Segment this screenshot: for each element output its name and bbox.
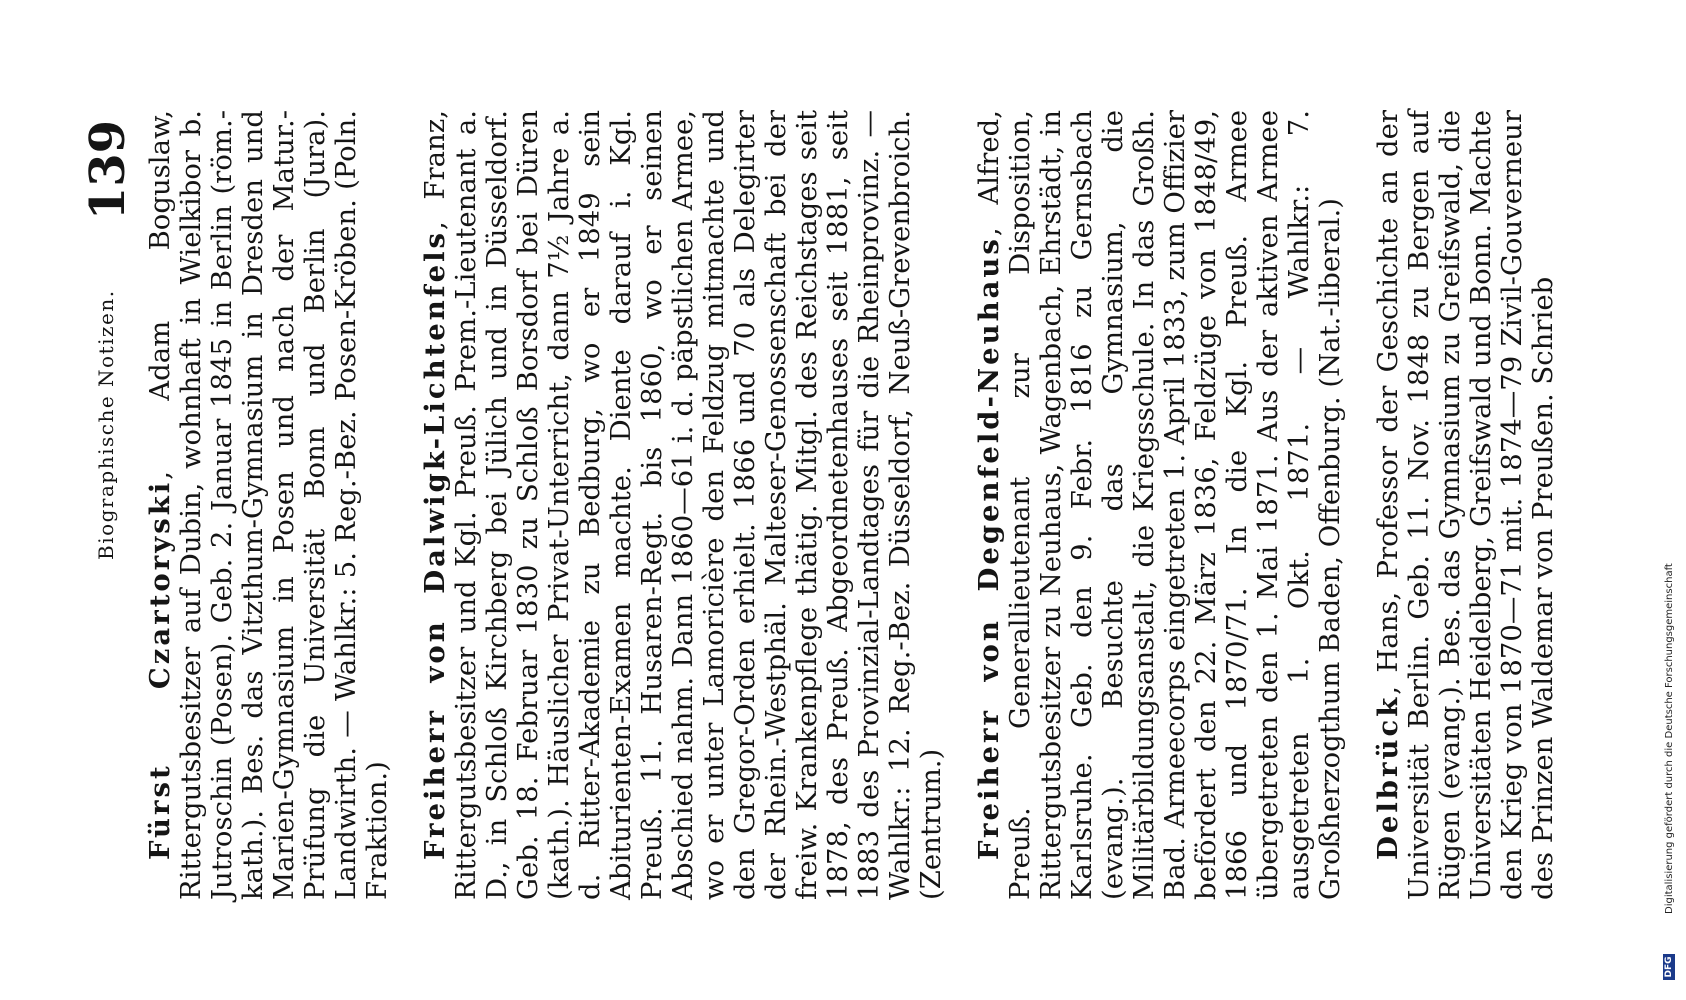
biography-entry bbox=[145, 110, 393, 900]
entry-name: Freiherr von Dalwigk-Lichtenfels bbox=[419, 229, 451, 860]
biography-entry bbox=[1373, 110, 1559, 900]
entry-name: Freiherr von Degenfeld-Neuhaus bbox=[973, 236, 1005, 860]
biography-entry bbox=[420, 110, 947, 900]
running-title: Biographische Notizen. bbox=[94, 289, 118, 560]
page-number: 139 bbox=[80, 120, 136, 221]
running-head bbox=[80, 120, 140, 900]
biography-text bbox=[145, 110, 1586, 900]
entry-name: Fürst Czartoryski bbox=[144, 479, 176, 860]
dfg-logo: DFG bbox=[1663, 954, 1675, 980]
entry-text: , Alfred, Preuß. Generallieutenant zur Disposition, Rittergutsbesitzer zu Neuhaus, Wagenbach, Ehrstädt, in Karlsruhe. Geb. den 9. Febr. 1816 zu Gernsbach (evang.). Besuchte das Gymnasium, die Militärbildungsanstalt, die Kriegsschule. In das Großh. Bad. Armeecorps eingetreten 1. April 1833, zum Offizier befördert den 22. März 1836, Feldzüge von 1848/49, 1866 und 1870/71. In die Kgl. Preuß. Armee übergetreten den 1. Mai 1871. Aus der aktiven Armee ausgetreten 1. Okt. 1871. — Wahlkr.: 7. Großherzogthum Baden, Offenburg. (Nat.-liberal.) bbox=[973, 110, 1346, 900]
entry-text: , Adam Boguslaw, Rittergutsbesitzer auf Dubin, wohnhaft in Wielkibor b. Jutroschin (Posen). Geb. 2. Januar 1845 in Berlin (röm.-kath.). Bes. das Vitzthum-Gymnasium in Dresden und Marien-Gymnasium in Posen und nach der Matur.-Prüfung die Universität Bonn und Berlin (Jura). Landwirth. — Wahlkr.: 5. Reg.-Bez. Posen-Kröben. (Poln. Fraktion.) bbox=[144, 110, 393, 900]
entry-name: Delbrück bbox=[1372, 694, 1404, 860]
entry-text: , Franz, Rittergutsbesitzer und Kgl. Preuß. Prem.-Lieutenant a. D., in Schloß Kirchberg bei Jülich und in Düsseldorf. Geb. 18. Februar 1830 zu Schloß Borsdorf bei Düren (kath.). Häuslicher Privat-Unterricht, dann 7½ Jahre a. d. Ritter-Akademie zu Bedburg, wo er 1849 sein Abiturienten-Examen machte. Diente darauf i. Kgl. Preuß. 11. Husaren-Regt. bis 1860, wo er seinen Abschied nahm. Dann 1860—61 i. d. päpstlichen Armee, wo er unter Lamoricière den Feldzug mitmachte und den Gregor-Orden erhielt. 1866 und 70 als Delegirter der Rhein.-Westphäl. Malteser-Genossenschaft bei der freiw. Krankenpflege thätig. Mitgl. des Reichstages seit 1878, des Preuß. Abgeordnetenhauses seit 1881, seit 1883 des Provinzial-Landtages für die Rheinprovinz. — Wahlkr.: 12. Reg.-Bez. Düsseldorf, Neuß-Grevenbroich. (Zentrum.) bbox=[419, 110, 947, 900]
digitization-credit bbox=[1660, 0, 1680, 1000]
biography-entry bbox=[974, 110, 1346, 900]
entry-text: , Hans, Professor der Geschichte an der Universität Berlin. Geb. 11. Nov. 1848 zu Bergen auf Rügen (evang.). Bes. das Gymnasium zu Greifswald, die Universitäten Heidelberg, Greifswald und Bonn. Machte den Krieg von 1870—71 mit. 1874—79 Zivil-Gouverneur des Prinzen Waldemar von Preußen. Schrieb bbox=[1372, 110, 1559, 900]
credit-text: Digitalisierung gefördert durch die Deutsche Forschungsgemeinschaft bbox=[1664, 563, 1675, 914]
